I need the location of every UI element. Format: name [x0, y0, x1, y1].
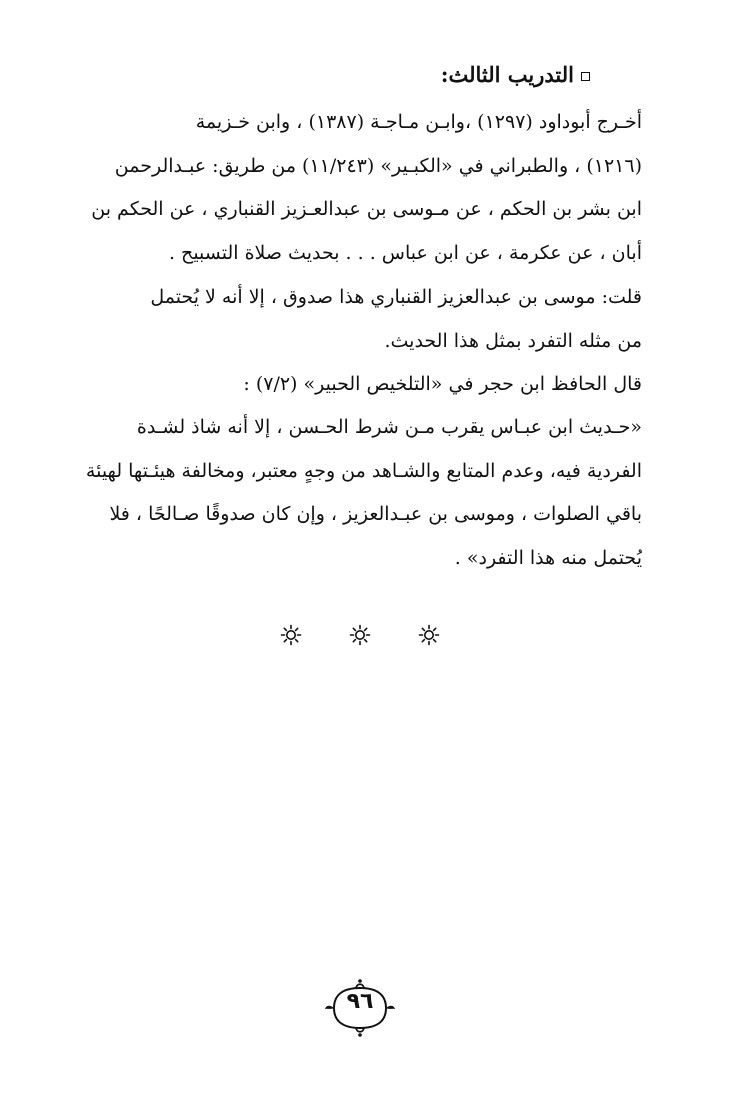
flower-ornament-icon: [418, 624, 440, 646]
square-bullet-icon: [581, 72, 590, 81]
text-line: ابن بشر بن الحكم ، عن مـوسى بن عبدالعـزيز القنباري ، عن الحكم بن: [91, 198, 642, 220]
paragraph-quote: [66, 406, 642, 580]
text-line: باقي الصلوات ، وموسى بن عبـدالعزيز ، وإن كان صدوقًا صـالحًا ، فلا: [109, 503, 642, 525]
text-line: أبان ، عن عكرمة ، عن ابن عباس . . . بحديث صلاة التسبيح .: [168, 241, 642, 264]
paragraph-comment: [66, 276, 642, 363]
text-line: من مثله التفرد بمثل هذا الحديث.: [384, 329, 642, 352]
flower-ornament-icon: [349, 624, 371, 646]
text-line: قلت: موسى بن عبدالعزيز القنباري هذا صدوق ، إلا أنه لا يُحتمل: [150, 286, 642, 308]
text-line: يُحتمل منه هذا التفرد» .: [454, 546, 642, 569]
paragraph-citation: [66, 363, 642, 407]
text-line: «حـديث ابن عبـاس يقرب مـن شرط الحـسن ، إلا أنه شاذ لشـدة: [136, 416, 642, 438]
paragraph-takhrij: [66, 101, 642, 275]
text-line: قال الحافظ ابن حجر في «التلخيص الحبير» (٧/٢) :: [243, 373, 642, 395]
text-line: أخـرج أبوداود (١٢٩٧) ،وابـن مـاجـة (١٣٨٧) ، وابن خـزيمة: [195, 111, 642, 133]
text-line: (١٢١٦) ، والطبراني في «الكبـير» (١١/٢٤٣) من طريق: عبـدالرحمن: [114, 154, 642, 177]
section-heading: [441, 58, 590, 90]
section-title: التدريب الثالث:: [440, 61, 574, 87]
flower-ornament-icon: [280, 624, 302, 646]
page-number-badge: [320, 976, 400, 1040]
page-number: ٩٦: [346, 989, 374, 1014]
section-divider: [280, 624, 440, 646]
text-line: الفردية فيه، وعدم المتابع والشـاهد من وجهٍ معتبر، ومخالفة هيئـتها لهيئة: [85, 459, 642, 482]
